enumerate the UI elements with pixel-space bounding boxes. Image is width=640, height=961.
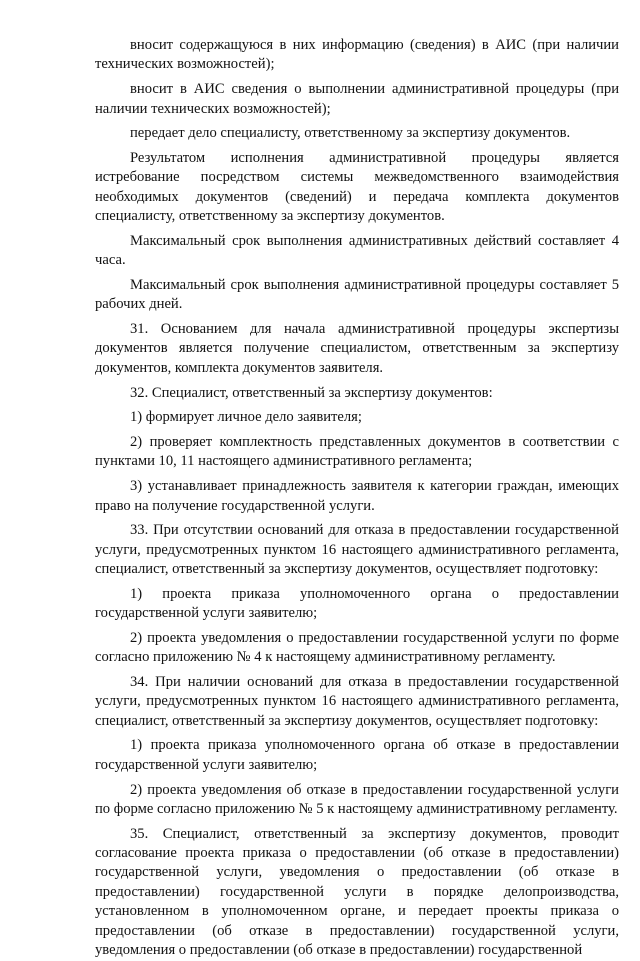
paragraph-item-32-3: 3) устанавливает принадлежность заявителя к категории граждан, имеющих право на получение государственной услуги. <box>95 478 619 514</box>
paragraph-procedure-result: Результатом исполнения административной процедуры является истребование посредством системы межведомственного взаимодействия необходимых документов (сведений) и передача комплекта документов специалисту, ответственному за экспертизу документов. <box>95 149 619 225</box>
paragraph-item-33-2: 2) проекта уведомления о предоставлении государственной услуги по форме согласно приложению № 4 к настоящему административному регламенту. <box>95 629 619 666</box>
paragraph-item-34: 34. При наличии оснований для отказа в предоставлении государственной услуги, предусмотренных пунктом 16 настоящего административного регламента, специалист, ответственный за экспертизу документов, осуществляет подготовку: <box>95 673 619 729</box>
paragraph-item-32-2: 2) проверяет комплектность представленных документов в соответствии с пунктами 10, 11 настоящего административного регламента; <box>95 433 619 470</box>
paragraph-item-34-2: 2) проекта уведомления об отказе в предоставлении государственной услуги по форме согласно приложению № 5 к настоящему административному регламенту. <box>95 781 619 817</box>
paragraph-enter-procedure-info: вносит в АИС сведения о выполнении административной процедуры (при наличии технических возможностей); <box>95 81 619 117</box>
paragraph-item-33-1: 1) проекта приказа уполномоченного органа о предоставлении государственной услуги заявителю; <box>95 585 619 622</box>
paragraph-item-32: 32. Специалист, ответственный за экспертизу документов: <box>130 384 493 401</box>
paragraph-enter-info-ais: вносит содержащуюся в них информацию (сведения) в АИС (при наличии технических возможностей); <box>95 37 619 73</box>
paragraph-item-31: 31. Основанием для начала административной процедуры экспертизы документов является получение специалистом, ответственным за экспертизу документов, комплекта документов заявителя. <box>95 321 619 376</box>
paragraph-max-procedure-time: Максимальный срок выполнения административной процедуры составляет 5 рабочих дней. <box>95 276 619 313</box>
paragraph-item-33: 33. При отсутствии оснований для отказа в предоставлении государственной услуги, предусмотренных пунктом 16 настоящего административного регламента, специалист, ответственный за экспертизу документов, осуществляет подготовку: <box>95 522 619 578</box>
paragraph-item-32-1: 1) формирует личное дело заявителя; <box>130 409 362 426</box>
paragraph-transfer-case: передает дело специалисту, ответственному за экспертизу документов. <box>130 125 571 142</box>
paragraph-item-34-1: 1) проекта приказа уполномоченного органа об отказе в предоставлении государственной услуги заявителю; <box>95 737 619 773</box>
paragraph-max-action-time: Максимальный срок выполнения административных действий составляет 4 часа. <box>95 232 619 269</box>
document-page <box>95 36 619 961</box>
paragraph-item-35: 35. Специалист, ответственный за экспертизу документов, проводит согласование проекта приказа о предоставлении (об отказе в предоставлении) государственной услуги, уведомления о предоставлении (об отказе в предоставлении) государственной услуги в порядке делопроизводства, установленном в уполномоченном органе, и передает проекты приказа о предоставлении (об отказе в предоставлении) государственной услуги, уведомления о предоставлении (об отказе в предоставлении) государственной <box>95 825 619 959</box>
